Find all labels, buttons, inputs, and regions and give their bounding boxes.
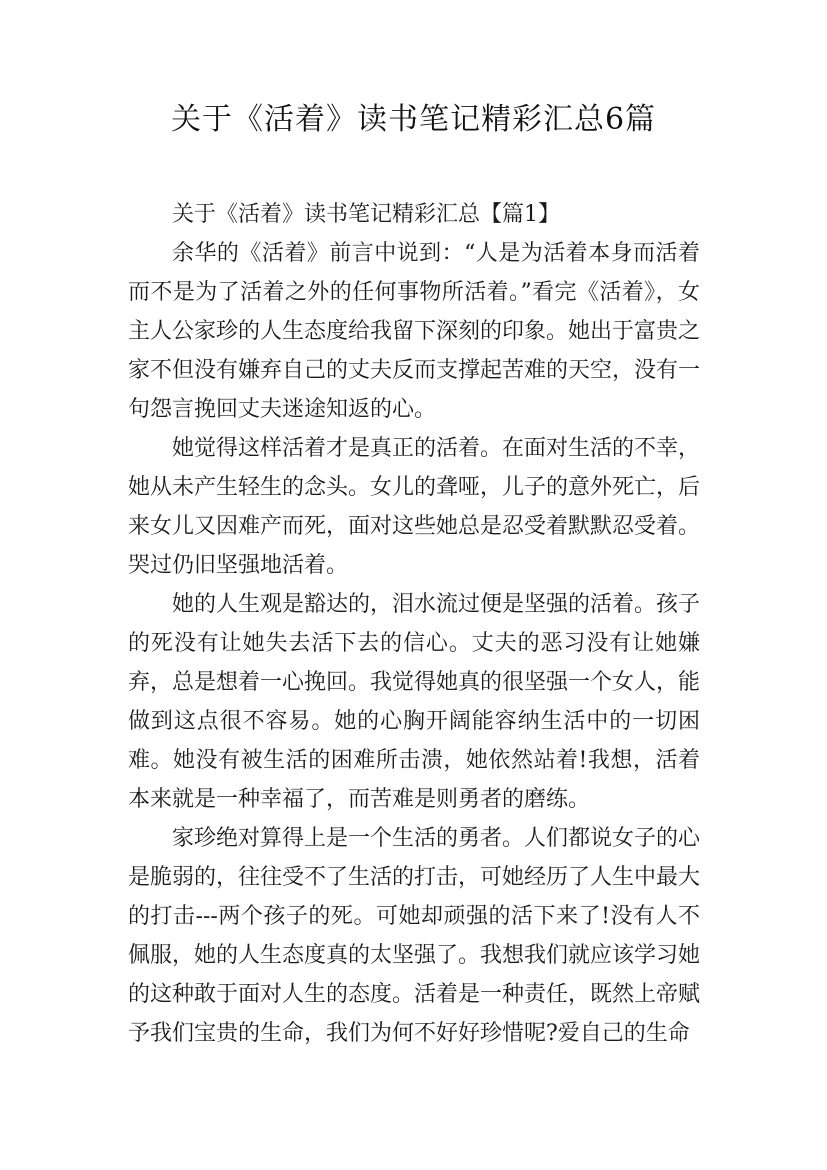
body-paragraph-1: 余华的《活着》前言中说到：“人是为活着本身而活着而不是为了活着之外的任何事物所活着。”看完《活着》，女主人公家珍的人生态度给我留下深刻的印象。她出于富贵之家不但没有嫌弃自己的丈夫反而支撑起苦难的天空，没有一句怨言挽回丈夫迷途知返的心。 bbox=[128, 241, 701, 422]
body-paragraph-4: 家珍绝对算得上是一个生活的勇者。人们都说女子的心是脆弱的，往往受不了生活的打击，可她经历了人生中最大的打击---两个孩子的死。可她却顽强的活下来了!没有人不佩服，她的人生态度真的太坚强了。我想我们就应该学习她的这种敢于面对人生的态度。活着是一种责任，既然上帝赋予我们宝贵的生命，我们为何不好好珍惜呢?爱自己的生命 bbox=[128, 826, 701, 1046]
document-body bbox=[128, 195, 700, 1053]
body-paragraph-3: 她的人生观是豁达的，泪水流过便是坚强的活着。孩子的死没有让她失去活下去的信心。丈夫的恶习没有让她嫌弃，总是想着一心挽回。我觉得她真的很坚强一个女人，能做到这点很不容易。她的心胸开阔能容纳生活中的一切困难。她没有被生活的困难所击溃，她依然站着!我想，活着本来就是一种幸福了，而苦难是则勇者的磨练。 bbox=[128, 592, 701, 812]
section-heading: 关于《活着》读书笔记精彩汇总【篇1】 bbox=[172, 202, 560, 227]
body-paragraph-2: 她觉得这样活着才是真正的活着。在面对生活的不幸，她从未产生轻生的念头。女儿的聋哑，儿子的意外死亡，后来女儿又因难产而死，面对这些她总是忍受着默默忍受着。哭过仍旧坚强地活着。 bbox=[128, 436, 701, 578]
document-title: 关于《活着》读书笔记精彩汇总6篇 bbox=[170, 102, 657, 137]
